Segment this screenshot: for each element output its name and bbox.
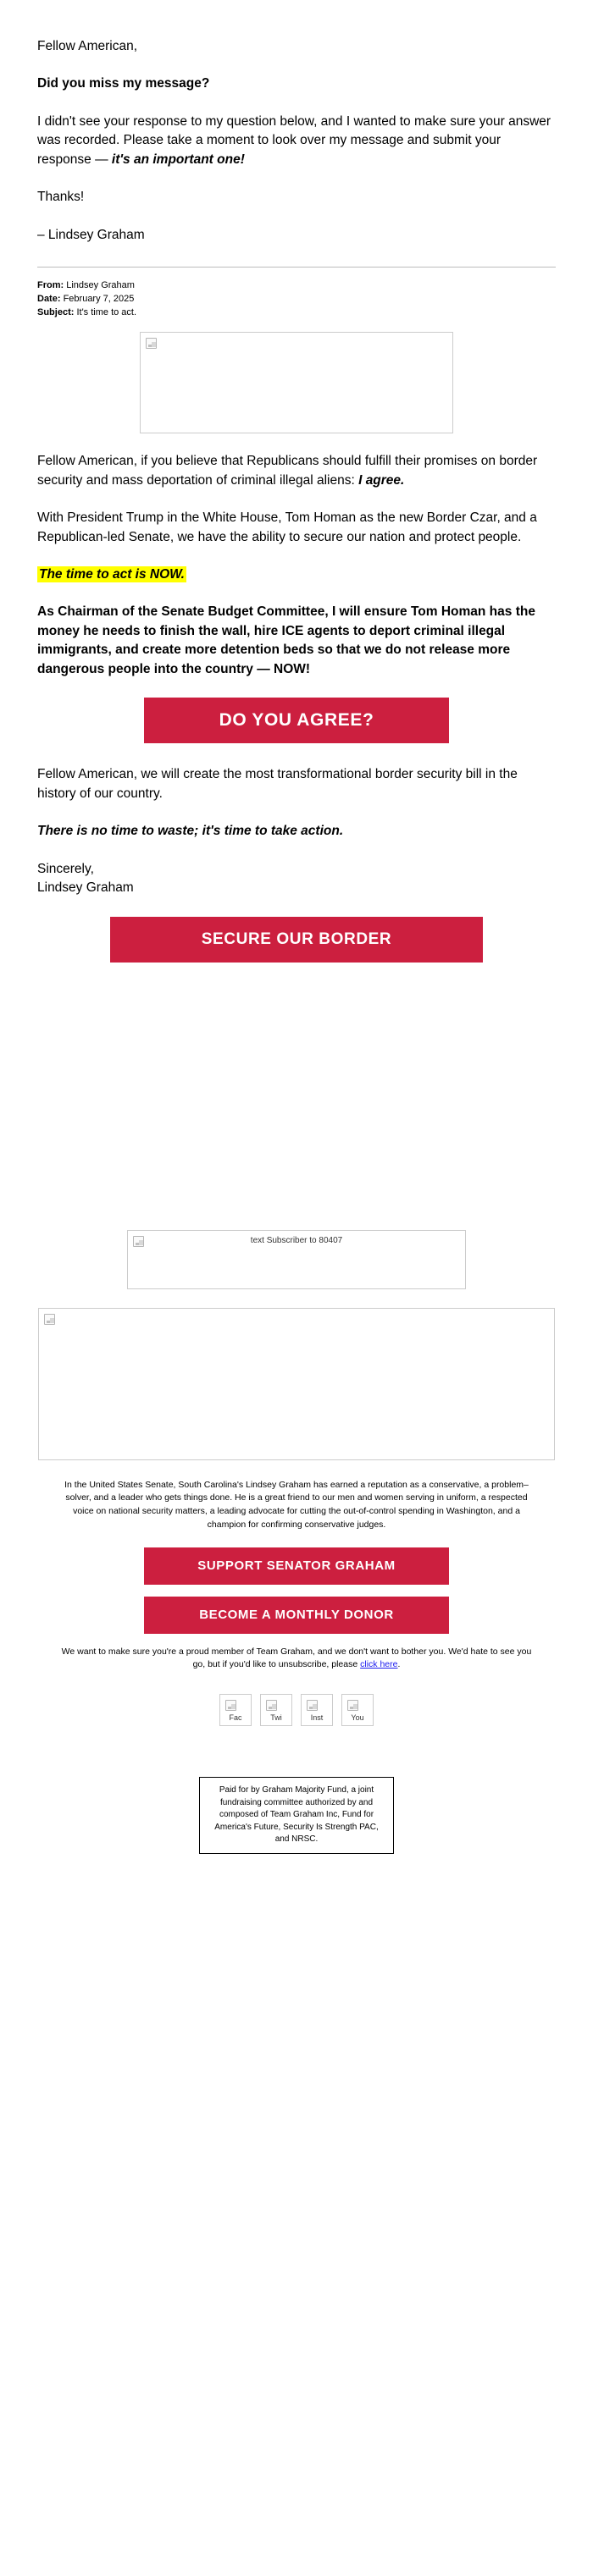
question-heading: Did you miss my message?: [37, 76, 210, 91]
meta-from: [37, 279, 556, 293]
highlight-text: The time to act is NOW.: [39, 566, 185, 582]
hero-image-placeholder: [140, 332, 453, 433]
social-links-row: [37, 1694, 556, 1726]
secure-our-border-button[interactable]: SECURE OUR BORDER: [110, 917, 483, 963]
body-paragraph-1-text: Fellow American, if you believe that Republicans should fulfill their promises on border security and mass deportation of criminal illegal aliens:: [37, 454, 538, 488]
youtube-icon[interactable]: [341, 1694, 374, 1726]
unsubscribe-link[interactable]: click here: [360, 1659, 398, 1670]
instagram-icon[interactable]: [301, 1694, 333, 1726]
message-divider: [37, 267, 556, 268]
unsubscribe-period: .: [397, 1659, 401, 1670]
broken-image-icon: [146, 338, 157, 349]
body-paragraph-1-emphasis: I agree.: [358, 472, 405, 488]
text-subscriber-image-placeholder: [127, 1230, 466, 1289]
forwarded-message-meta: [37, 279, 556, 320]
broken-image-icon: [225, 1700, 236, 1711]
facebook-label: Fac: [229, 1713, 242, 1723]
text-subscriber-alt: text Subscriber to 80407: [250, 1235, 343, 1245]
body-paragraph-4: Fellow American, we will create the most transformational border security bill in the history of our country.: [37, 767, 518, 801]
broken-image-icon: [307, 1700, 318, 1711]
unsubscribe-text: We want to make sure you're a proud member of Team Graham, and we don't want to bother you. We'd hate to see you go, but if you'd like to unsubscribe, please: [61, 1646, 532, 1670]
twitter-label: Twi: [270, 1713, 282, 1723]
unsubscribe-note: [59, 1646, 534, 1673]
support-senator-graham-button[interactable]: SUPPORT SENATOR GRAHAM: [144, 1547, 449, 1585]
salutation: Fellow American,: [37, 39, 138, 53]
body-paragraph-3: As Chairman of the Senate Budget Committee, I will ensure Tom Homan has the money he needs to finish the wall, hire ICE agents to deport criminal illegal immigrants, and create more detention beds so that we do not release more dangerous people into the country — NOW!: [37, 604, 535, 676]
meta-subject-label: Subject:: [37, 307, 75, 318]
meta-date-label: Date:: [37, 294, 61, 305]
meta-date: [37, 293, 556, 306]
closing-block: [37, 860, 556, 898]
facebook-icon[interactable]: [219, 1694, 252, 1726]
instagram-label: Inst: [310, 1713, 324, 1723]
meta-subject-value: It's time to act.: [76, 307, 137, 318]
become-monthly-donor-button[interactable]: BECOME A MONTHLY DONOR: [144, 1597, 449, 1634]
broken-image-icon: [266, 1700, 277, 1711]
reminder-paragraph: [37, 113, 556, 169]
closing-salutation: Sincerely,: [37, 861, 94, 876]
thanks-line: Thanks!: [37, 190, 85, 205]
meta-from-label: From:: [37, 280, 64, 291]
highlight-line: [37, 565, 556, 584]
body-paragraph-1: [37, 452, 556, 490]
senator-bio: In the United States Senate, South Carolina's Lindsey Graham has earned a reputation as a conservative, a problem–solver, and a leader who gets things done. He is a great friend to our men and women serving in uniform, a respected voice on national security matters, a leading advocate for cutting the out-of-control spending in Washington, and a champion for confirming conservative judges.: [64, 1479, 529, 1530]
closing-name: Lindsey Graham: [37, 880, 134, 896]
signoff-line: – Lindsey Graham: [37, 227, 145, 242]
twitter-icon[interactable]: [260, 1694, 292, 1726]
meta-date-value: February 7, 2025: [63, 294, 135, 305]
wide-banner-image-placeholder: [38, 1308, 555, 1460]
meta-from-value: Lindsey Graham: [66, 280, 135, 291]
broken-image-icon: [44, 1314, 55, 1325]
meta-subject: [37, 306, 556, 320]
body-paragraph-2: With President Trump in the White House, Tom Homan as the new Border Czar, and a Republican-led Senate, we have the ability to secure our nation and protect people.: [37, 510, 537, 544]
reminder-text: I didn't see your response to my question below, and I wanted to make sure your answer was recorded. Please take a moment to look over my message and submit your response —: [37, 113, 551, 167]
do-you-agree-button[interactable]: DO YOU AGREE?: [144, 698, 449, 743]
reminder-emphasis: it's an important one!: [111, 152, 245, 167]
body-paragraph-5: There is no time to waste; it's time to take action.: [37, 824, 344, 839]
broken-image-icon: [347, 1700, 358, 1711]
youtube-label: You: [351, 1713, 364, 1723]
blank-spacer: [37, 985, 556, 1230]
paid-for-disclaimer: Paid for by Graham Majority Fund, a joint fundraising committee authorized by and composed of Team Graham Inc, Fund for America's Future, Security Is Strength PAC, and NRSC.: [199, 1777, 394, 1854]
